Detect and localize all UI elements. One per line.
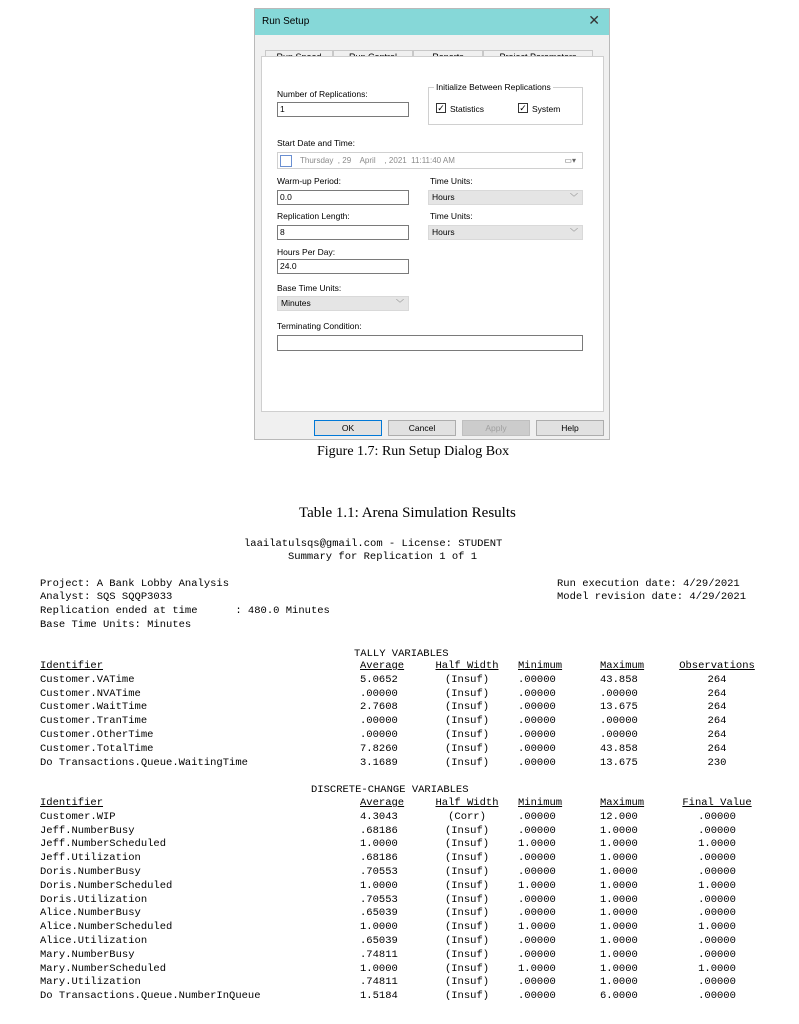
chevron-down-icon: ﹀ xyxy=(570,228,578,237)
table-cell: .00000 xyxy=(518,935,556,947)
table-cell: .00000 xyxy=(518,852,556,865)
table-cell: .00000 xyxy=(518,810,556,823)
table-cell: 1.0000 xyxy=(518,962,556,975)
initialize-group-title: Initialize Between Replications xyxy=(436,82,551,92)
project-line: Project: A Bank Lobby Analysis xyxy=(40,578,230,590)
table-cell: Customer.NVATime xyxy=(40,687,141,700)
time-units-label-2: Time Units: xyxy=(430,211,473,221)
start-date-picker[interactable] xyxy=(277,152,583,169)
table-cell: Jeff.NumberScheduled xyxy=(40,838,167,851)
column-header: Identifier xyxy=(40,660,104,672)
time-units-label-1: Time Units: xyxy=(430,176,473,186)
table-cell: Customer.VATime xyxy=(40,673,135,686)
table-cell: 1.0000 xyxy=(600,852,638,865)
model-date-line: Model revision date: 4/29/2021 xyxy=(557,591,747,603)
table-cell: 1.0000 xyxy=(518,921,556,934)
table-cell: Alice.Utilization xyxy=(40,935,148,947)
start-date-enable-checkbox[interactable] xyxy=(280,155,292,167)
table-cell: .65039 xyxy=(360,935,398,947)
rep-length-label: Replication Length: xyxy=(277,211,350,221)
table-cell: 1.0000 xyxy=(360,962,398,975)
table-cell: .00000 xyxy=(518,948,556,961)
table-cell: (Insuf) xyxy=(444,838,490,851)
table-cell: .00000 xyxy=(518,687,556,700)
table-cell: 1.0000 xyxy=(600,866,638,878)
summary-line: Summary for Replication 1 of 1 xyxy=(288,551,478,563)
table-cell: 1.5184 xyxy=(360,990,398,1003)
table-cell: .00000 xyxy=(698,990,736,1003)
table-cell: .00000 xyxy=(600,687,638,700)
table-cell: 1.0000 xyxy=(600,948,638,961)
table-cell: .00000 xyxy=(360,687,398,700)
system-checkbox[interactable]: ✓ xyxy=(519,103,527,113)
table-cell: Mary.Utilization xyxy=(40,976,141,989)
chevron-down-icon: ﹀ xyxy=(396,299,404,308)
dialog-titlebar[interactable] xyxy=(255,9,609,35)
rep-length-time-units-value: Hours xyxy=(432,227,455,237)
table-cell: (Insuf) xyxy=(444,879,490,892)
replication-parameters-panel xyxy=(261,56,604,412)
run-date-line: Run execution date: 4/29/2021 xyxy=(557,578,740,590)
replication-ended-line: Replication ended at time : 480.0 Minutes xyxy=(40,605,330,617)
license-line: laailatulsqs@gmail.com - License: STUDENT xyxy=(244,538,503,550)
table-cell: 264 xyxy=(707,687,727,700)
column-header: Half Width xyxy=(435,660,499,672)
table-cell: (Insuf) xyxy=(444,866,490,878)
table-cell: 43.858 xyxy=(600,673,638,686)
discrete-section-title: DISCRETE-CHANGE VARIABLES xyxy=(311,784,469,796)
table-cell: 3.1689 xyxy=(360,756,398,769)
table-cell: 6.0000 xyxy=(600,990,638,1003)
table-cell: .00000 xyxy=(518,715,556,728)
table-cell: (Insuf) xyxy=(444,687,490,700)
table-cell: 1.0000 xyxy=(600,893,638,906)
table-cell: (Insuf) xyxy=(444,893,490,906)
warmup-time-units-value: Hours xyxy=(432,192,455,202)
table-cell: .00000 xyxy=(698,893,736,906)
table-cell: 1.0000 xyxy=(360,838,398,851)
warmup-time-units-select[interactable] xyxy=(428,190,583,205)
num-replications-label: Number of Replications: xyxy=(277,89,368,99)
table-cell: Alice.NumberScheduled xyxy=(40,921,173,934)
rep-length-time-units-select[interactable] xyxy=(428,225,583,240)
table-cell: 1.0000 xyxy=(698,921,736,934)
table-cell: .00000 xyxy=(518,893,556,906)
table-cell: 264 xyxy=(707,673,727,686)
analyst-line: Analyst: SQS SQQP3033 xyxy=(40,591,173,603)
table-cell: (Insuf) xyxy=(444,990,490,1003)
table-cell: .00000 xyxy=(600,715,638,728)
help-button[interactable]: Help xyxy=(536,420,604,436)
table-cell: .00000 xyxy=(360,729,398,741)
column-header: Maximum xyxy=(600,797,645,809)
column-header: Half Width xyxy=(435,797,499,809)
table-cell: .70553 xyxy=(360,893,398,906)
table-cell: Mary.NumberBusy xyxy=(40,948,135,961)
table-cell: 2.7608 xyxy=(360,701,398,714)
table-cell: (Insuf) xyxy=(444,729,490,741)
column-header: Identifier xyxy=(40,797,104,809)
table-cell: 1.0000 xyxy=(698,879,736,892)
table-cell: 1.0000 xyxy=(600,824,638,837)
table-cell: 12.000 xyxy=(600,810,638,823)
column-header: Observations xyxy=(679,660,755,672)
table-cell: .00000 xyxy=(698,935,736,947)
table-cell: .74811 xyxy=(360,948,398,961)
table-cell: .68186 xyxy=(360,824,398,837)
table-cell: (Corr) xyxy=(448,810,486,823)
table-cell: .00000 xyxy=(698,948,736,961)
base-time-units-value: Minutes xyxy=(281,298,311,308)
start-date-value: Thursday , 29 April , 2021 11:11:40 AM xyxy=(300,156,455,165)
table-cell: Customer.WaitTime xyxy=(40,701,148,714)
table-cell: Do Transactions.Queue.NumberInQueue xyxy=(40,990,261,1003)
table-cell: 13.675 xyxy=(600,756,638,769)
table-cell: Doris.NumberBusy xyxy=(40,866,141,878)
table-cell: (Insuf) xyxy=(444,921,490,934)
table-cell: .70553 xyxy=(360,866,398,878)
table-cell: .00000 xyxy=(600,729,638,741)
base-time-units-select[interactable] xyxy=(277,296,409,311)
table-cell: 1.0000 xyxy=(518,838,556,851)
table-cell: (Insuf) xyxy=(444,824,490,837)
table-cell: Mary.NumberScheduled xyxy=(40,962,167,975)
column-header: Final Value xyxy=(682,797,752,809)
table-cell: .00000 xyxy=(518,976,556,989)
table-cell: .00000 xyxy=(518,907,556,920)
table-cell: .00000 xyxy=(518,824,556,837)
table-cell: .00000 xyxy=(698,852,736,865)
table-cell: 1.0000 xyxy=(360,879,398,892)
terminating-condition-label: Terminating Condition: xyxy=(277,321,362,331)
statistics-checkbox[interactable]: ✓ xyxy=(437,103,445,113)
table-cell: .00000 xyxy=(698,810,736,823)
table-cell: 264 xyxy=(707,729,727,741)
calendar-dropdown-icon[interactable]: ▭▾ xyxy=(564,156,576,165)
table-cell: Jeff.Utilization xyxy=(40,852,141,865)
base-units-line: Base Time Units: Minutes xyxy=(40,619,192,631)
table-cell: 5.0652 xyxy=(360,673,398,686)
table-cell: 264 xyxy=(707,701,727,714)
cancel-button[interactable]: Cancel xyxy=(388,420,456,436)
num-replications-input[interactable]: 1 xyxy=(277,102,409,117)
column-header: Average xyxy=(360,660,405,672)
column-header: Average xyxy=(360,797,405,809)
table-cell: (Insuf) xyxy=(444,742,490,755)
table-cell: .00000 xyxy=(698,976,736,989)
table-cell: 1.0000 xyxy=(600,879,638,892)
system-label: System xyxy=(532,104,561,114)
table-cell: (Insuf) xyxy=(444,948,490,961)
table-caption: Table 1.1: Arena Simulation Results xyxy=(299,505,516,521)
table-cell: 1.0000 xyxy=(698,838,736,851)
run-setup-dialog xyxy=(254,8,610,440)
table-cell: (Insuf) xyxy=(444,852,490,865)
terminating-condition-input[interactable] xyxy=(277,335,583,351)
table-cell: 1.0000 xyxy=(518,879,556,892)
table-cell: 264 xyxy=(707,742,727,755)
column-header: Minimum xyxy=(518,797,563,809)
table-cell: 7.8260 xyxy=(360,742,398,755)
table-cell: 230 xyxy=(707,756,727,769)
table-cell: Customer.WIP xyxy=(40,810,116,823)
table-cell: 1.0000 xyxy=(698,962,736,975)
table-cell: Do Transactions.Queue.WaitingTime xyxy=(40,756,248,769)
table-cell: .00000 xyxy=(518,742,556,755)
table-cell: 1.0000 xyxy=(600,962,638,975)
hours-per-day-label: Hours Per Day: xyxy=(277,247,336,257)
table-cell: 1.0000 xyxy=(600,838,638,851)
table-cell: .68186 xyxy=(360,852,398,865)
tally-section-title: TALLY VARIABLES xyxy=(354,648,449,660)
start-date-label: Start Date and Time: xyxy=(277,138,355,148)
apply-button[interactable]: Apply xyxy=(462,420,530,436)
table-cell: .00000 xyxy=(518,673,556,686)
figure-caption: Figure 1.7: Run Setup Dialog Box xyxy=(317,444,510,459)
table-cell: .00000 xyxy=(518,756,556,769)
table-cell: Customer.TotalTime xyxy=(40,742,154,755)
table-cell: Customer.TranTime xyxy=(40,715,148,728)
table-cell: Jeff.NumberBusy xyxy=(40,824,135,837)
column-header: Minimum xyxy=(518,660,563,672)
table-cell: 1.0000 xyxy=(600,976,638,989)
table-cell: (Insuf) xyxy=(444,756,490,769)
table-cell: 264 xyxy=(707,715,727,728)
base-time-units-label: Base Time Units: xyxy=(277,283,342,293)
table-cell: .00000 xyxy=(518,990,556,1003)
table-cell: .00000 xyxy=(518,729,556,741)
dialog-title: Run Setup xyxy=(262,16,310,27)
table-cell: (Insuf) xyxy=(444,962,490,975)
statistics-label: Statistics xyxy=(450,104,485,114)
table-cell: Customer.OtherTime xyxy=(40,729,154,741)
table-cell: Alice.NumberBusy xyxy=(40,907,141,920)
warmup-label: Warm-up Period: xyxy=(277,176,341,186)
table-cell: (Insuf) xyxy=(444,976,490,989)
table-cell: (Insuf) xyxy=(444,701,490,714)
table-cell: .00000 xyxy=(698,824,736,837)
table-cell: 13.675 xyxy=(600,701,638,714)
table-cell: .74811 xyxy=(360,976,398,989)
table-cell: (Insuf) xyxy=(444,715,490,728)
table-cell: (Insuf) xyxy=(444,673,490,686)
table-cell: Doris.Utilization xyxy=(40,893,148,906)
table-cell: 4.3043 xyxy=(360,810,398,823)
table-cell: .65039 xyxy=(360,907,398,920)
rep-length-input[interactable]: 8 xyxy=(277,225,409,240)
table-cell: 1.0000 xyxy=(360,921,398,934)
chevron-down-icon: ﹀ xyxy=(570,193,578,202)
column-header: Maximum xyxy=(600,660,645,672)
hours-per-day-input[interactable]: 24.0 xyxy=(277,259,409,274)
table-cell: 1.0000 xyxy=(600,935,638,947)
table-cell: 43.858 xyxy=(600,742,638,755)
table-cell: (Insuf) xyxy=(444,907,490,920)
table-cell: 1.0000 xyxy=(600,921,638,934)
table-cell: .00000 xyxy=(360,715,398,728)
table-cell: 1.0000 xyxy=(600,907,638,920)
close-icon[interactable]: ✕ xyxy=(588,12,600,28)
table-cell: (Insuf) xyxy=(444,935,490,947)
warmup-input[interactable]: 0.0 xyxy=(277,190,409,205)
table-cell: .00000 xyxy=(698,907,736,920)
table-cell: .00000 xyxy=(518,866,556,878)
table-cell: Doris.NumberScheduled xyxy=(40,879,173,892)
table-cell: .00000 xyxy=(518,701,556,714)
ok-button[interactable]: OK xyxy=(314,420,382,436)
table-cell: .00000 xyxy=(698,866,736,878)
